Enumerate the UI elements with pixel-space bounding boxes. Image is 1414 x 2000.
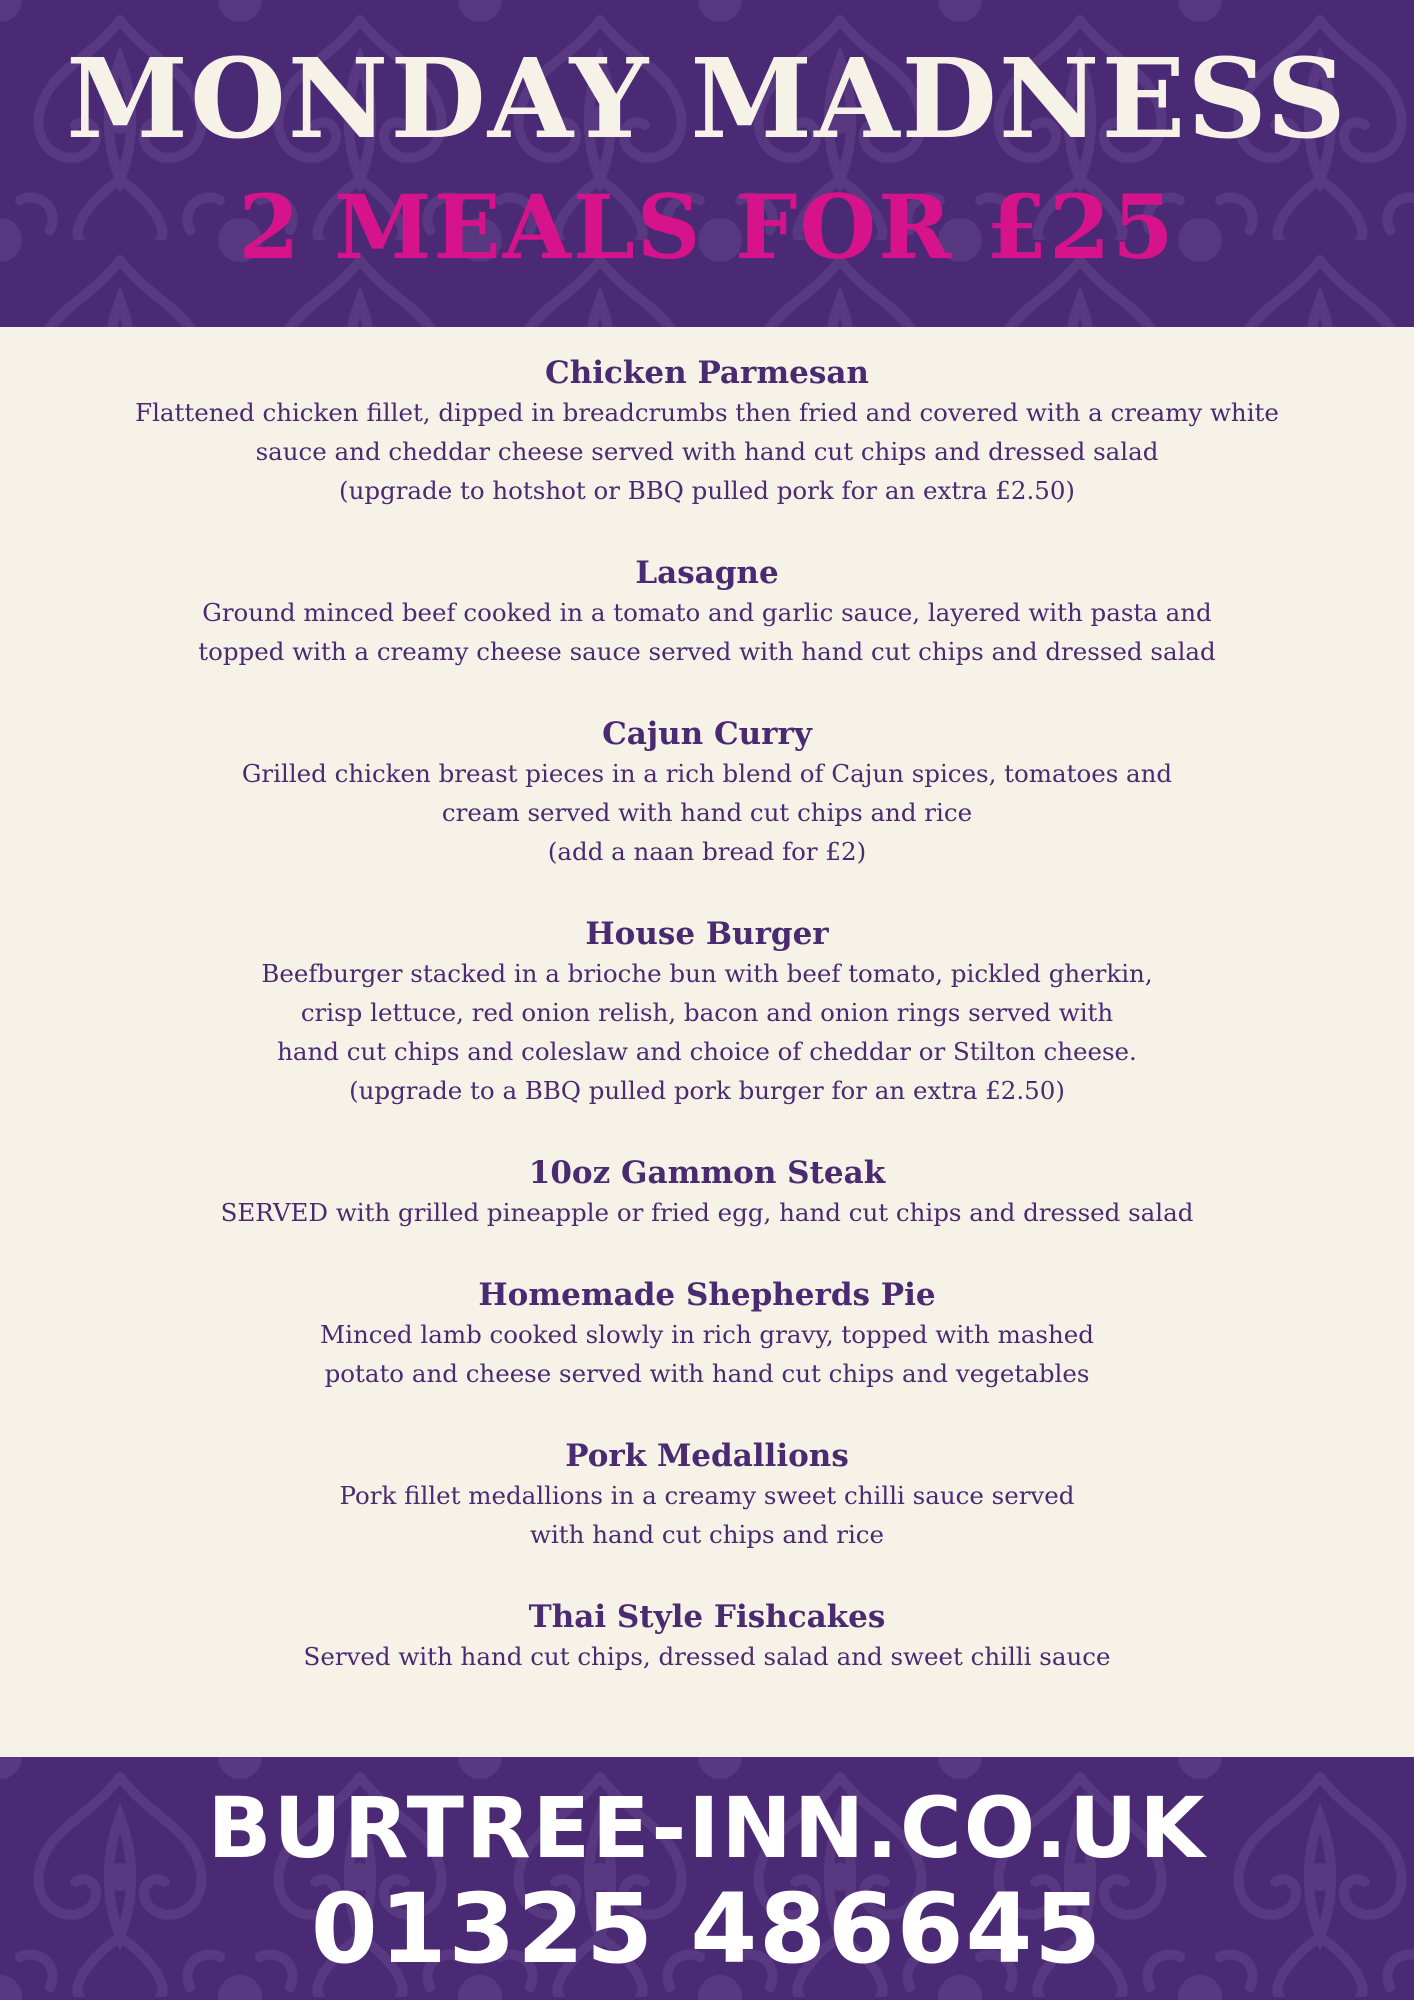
menu-item-description-line: cream served with hand cut chips and rice xyxy=(441,798,973,827)
menu-item-description xyxy=(0,1315,1414,1393)
offer-headline: 2 MEALS FOR £25 xyxy=(238,175,1176,279)
menu-item xyxy=(0,1436,1414,1554)
menu-item-description-line: sauce and cheddar cheese served with hand cut chips and dressed salad xyxy=(255,437,1159,466)
menu-list xyxy=(0,353,1414,1719)
menu-item-description xyxy=(0,754,1414,871)
menu-item-description-line: topped with a creamy cheese sauce served with hand cut chips and dressed salad xyxy=(198,637,1216,666)
menu-item-name: Thai Style Fishcakes xyxy=(528,1599,886,1635)
menu-item xyxy=(0,714,1414,871)
header-banner xyxy=(0,0,1414,327)
menu-item xyxy=(0,1153,1414,1232)
menu-item-description-line: crisp lettuce, red onion relish, bacon and onion rings served with xyxy=(300,998,1114,1027)
menu-item-description xyxy=(0,1637,1414,1676)
menu-item xyxy=(0,353,1414,510)
menu-item xyxy=(0,553,1414,671)
menu-item-description-line: Served with hand cut chips, dressed salad and sweet chilli sauce xyxy=(303,1642,1111,1671)
menu-item-description-line: Ground minced beef cooked in a tomato and garlic sauce, layered with pasta and xyxy=(202,598,1212,627)
menu-item xyxy=(0,914,1414,1110)
menu-item-description-line: (upgrade to a BBQ pulled pork burger for an extra £2.50) xyxy=(349,1076,1065,1105)
menu-item-description-line: (add a naan bread for £2) xyxy=(547,837,867,866)
menu-item xyxy=(0,1275,1414,1393)
menu-item-description xyxy=(0,1193,1414,1232)
menu-item-description xyxy=(0,1476,1414,1554)
menu-item-name: 10oz Gammon Steak xyxy=(528,1155,886,1191)
phone-number[interactable]: 01325 486645 xyxy=(310,1873,1104,1985)
menu-item-description-line: Minced lamb cooked slowly in rich gravy, topped with mashed xyxy=(320,1320,1094,1349)
menu-item xyxy=(0,1597,1414,1676)
menu-item-description-line: with hand cut chips and rice xyxy=(530,1520,884,1549)
menu-item-description-line: hand cut chips and coleslaw and choice of cheddar or Stilton cheese. xyxy=(277,1037,1137,1066)
menu-item-name: Cajun Curry xyxy=(602,716,812,752)
website-url[interactable]: BURTREE-INN.CO.UK xyxy=(207,1779,1207,1877)
menu-item-name: House Burger xyxy=(585,916,829,952)
menu-item-name: Chicken Parmesan xyxy=(545,355,869,391)
menu-item-description-line: potato and cheese served with hand cut chips and vegetables xyxy=(324,1359,1090,1388)
menu-item-description xyxy=(0,393,1414,510)
footer-banner xyxy=(0,1757,1414,2000)
menu-item-description xyxy=(0,593,1414,671)
menu-item-description-line: SERVED with grilled pineapple or fried egg, hand cut chips and dressed salad xyxy=(220,1198,1194,1227)
menu-item-description-line: Beefburger stacked in a brioche bun with beef tomato, pickled gherkin, xyxy=(261,959,1153,988)
menu-item-name: Pork Medallions xyxy=(565,1438,849,1474)
menu-item-description-line: Grilled chicken breast pieces in a rich blend of Cajun spices, tomatoes and xyxy=(241,759,1173,788)
menu-item-description-line: Pork fillet medallions in a creamy sweet chilli sauce served xyxy=(339,1481,1075,1510)
menu-item-name: Homemade Shepherds Pie xyxy=(478,1277,936,1313)
menu-item-description xyxy=(0,954,1414,1110)
menu-item-description-line: Flattened chicken fillet, dipped in breadcrumbs then fried and covered with a creamy white xyxy=(135,398,1279,427)
menu-item-name: Lasagne xyxy=(635,555,779,591)
page-title: MONDAY MADNESS xyxy=(66,34,1348,163)
menu-item-description-line: (upgrade to hotshot or BBQ pulled pork for an extra £2.50) xyxy=(339,476,1075,505)
